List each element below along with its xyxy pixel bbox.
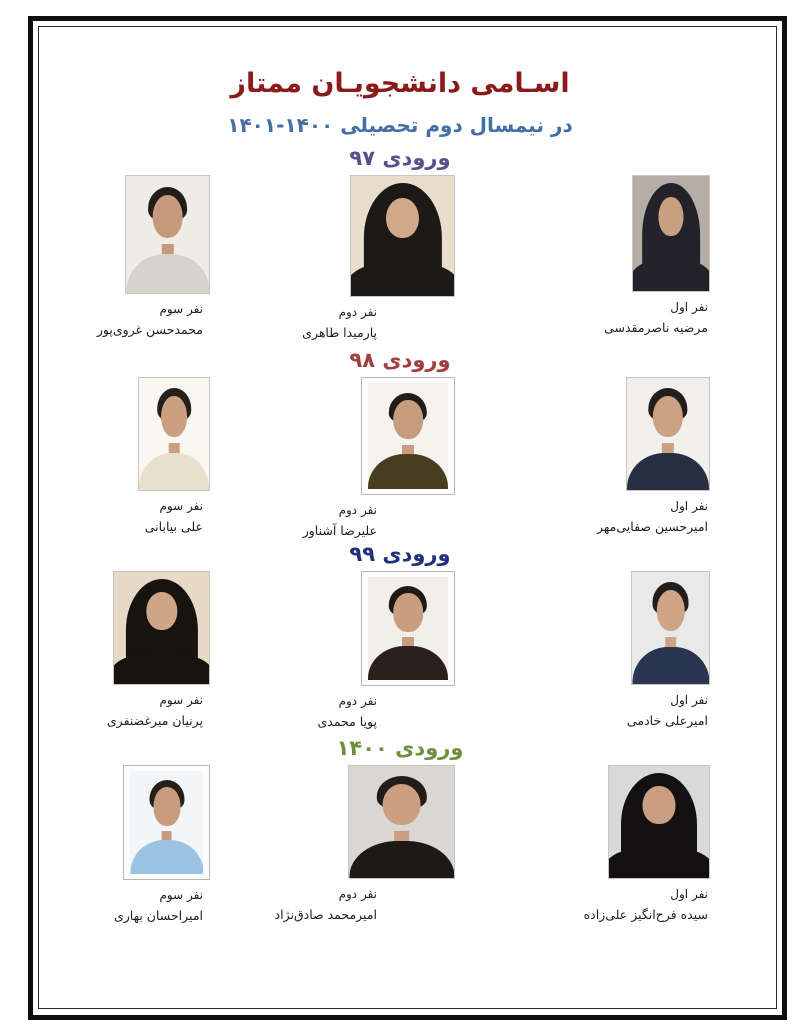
rank-label: نفر اول	[670, 300, 708, 314]
student-name: امیرحسین صفایی‌مهر	[597, 519, 708, 534]
torso-shape	[114, 653, 209, 684]
student-name: پرنیان میرغضنفری	[106, 713, 203, 728]
torso-shape	[351, 262, 454, 296]
section-heading-97: ورودی ۹۷	[349, 146, 451, 170]
torso-shape	[627, 453, 709, 490]
student-photo	[113, 571, 210, 685]
torso-shape	[633, 259, 709, 291]
student-photo	[608, 765, 710, 879]
rank-label: نفر دوم	[338, 305, 377, 319]
rank-label: نفر سوم	[159, 499, 203, 513]
student-photo	[361, 377, 455, 495]
portrait-silhouette	[609, 766, 709, 878]
student-cell-second	[274, 765, 455, 923]
student-photo	[361, 571, 455, 686]
portrait-silhouette	[351, 176, 454, 296]
student-photo	[125, 175, 210, 294]
rank-label: نفر اول	[670, 887, 708, 901]
student-row-98	[45, 377, 755, 538]
rank-label: نفر دوم	[338, 694, 377, 708]
section-heading-1400: ورودی ۱۴۰۰	[336, 736, 464, 760]
student-cell-second	[295, 377, 455, 539]
rank-label: نفر اول	[670, 499, 708, 513]
portrait-silhouette	[633, 176, 709, 291]
torso-shape	[368, 646, 448, 680]
face-shape	[382, 784, 421, 825]
student-photo	[631, 571, 710, 685]
portrait-silhouette	[130, 771, 203, 874]
face-shape	[393, 400, 423, 439]
student-photo	[350, 175, 455, 297]
student-name: علیرضا آشناور	[302, 523, 377, 538]
student-cell-third	[50, 377, 210, 535]
student-cell-third	[50, 571, 210, 729]
torso-shape	[126, 254, 209, 293]
face-shape	[161, 396, 187, 437]
student-cell-second	[295, 175, 455, 341]
face-shape	[386, 198, 420, 239]
student-cell-first	[550, 175, 710, 336]
portrait-silhouette	[368, 383, 448, 489]
student-name: پویا محمدی	[317, 714, 377, 729]
student-cell-third	[50, 175, 210, 338]
torso-shape	[609, 847, 709, 878]
face-shape	[656, 590, 684, 631]
section-heading-99: ورودی ۹۹	[349, 542, 451, 566]
page-subtitle: در نیمسال دوم تحصیلی ۱۴۰۰-۱۴۰۱	[227, 113, 573, 137]
student-cell-third	[50, 765, 210, 924]
rank-label: نفر سوم	[159, 302, 203, 316]
torso-shape	[139, 453, 209, 490]
student-cell-first	[550, 571, 710, 729]
student-name: امیراحسان بهاری	[113, 908, 203, 923]
rank-label: نفر سوم	[159, 693, 203, 707]
student-name: سیده فرح‌انگیز علی‌زاده	[583, 907, 708, 922]
face-shape	[393, 593, 423, 631]
torso-shape	[349, 841, 454, 878]
face-shape	[653, 396, 683, 437]
portrait-silhouette	[126, 176, 209, 293]
student-cell-second	[295, 571, 455, 730]
face-shape	[152, 195, 183, 238]
portrait-silhouette	[627, 378, 709, 490]
student-name: پارمیدا طاهری	[302, 325, 377, 340]
page-content	[45, 40, 755, 995]
face-shape	[658, 197, 683, 236]
rank-label: نفر اول	[670, 693, 708, 707]
face-shape	[146, 592, 177, 630]
torso-shape	[368, 454, 448, 489]
student-photo	[632, 175, 710, 292]
face-shape	[153, 787, 180, 825]
rank-label: نفر دوم	[338, 887, 377, 901]
portrait-silhouette	[139, 378, 209, 490]
student-name: امیرمحمد صادق‌نژاد	[274, 907, 377, 922]
portrait-silhouette	[368, 577, 448, 680]
portrait-silhouette	[114, 572, 209, 684]
portrait-silhouette	[632, 572, 709, 684]
student-name: علی بیابانی	[144, 519, 203, 534]
student-cell-first	[550, 377, 710, 535]
student-cell-first	[550, 765, 710, 923]
face-shape	[643, 786, 676, 824]
student-name: محمدحسن غروی‌پور	[96, 322, 203, 337]
student-row-99	[45, 571, 755, 727]
student-row-97	[45, 175, 755, 339]
student-photo	[138, 377, 210, 491]
student-photo	[626, 377, 710, 491]
rank-label: نفر سوم	[159, 888, 203, 902]
page-title: اسـامی دانشجویـان ممتاز	[230, 68, 570, 99]
student-name: امیرعلی خادمی	[626, 713, 708, 728]
student-name: مرضیه ناصرمقدسی	[604, 320, 708, 335]
rank-label: نفر دوم	[338, 503, 377, 517]
student-photo	[348, 765, 455, 879]
torso-shape	[632, 647, 709, 684]
section-heading-98: ورودی ۹۸	[349, 348, 451, 372]
student-row-1400	[45, 765, 755, 921]
portrait-silhouette	[349, 766, 454, 878]
student-photo	[123, 765, 210, 880]
torso-shape	[130, 840, 203, 874]
